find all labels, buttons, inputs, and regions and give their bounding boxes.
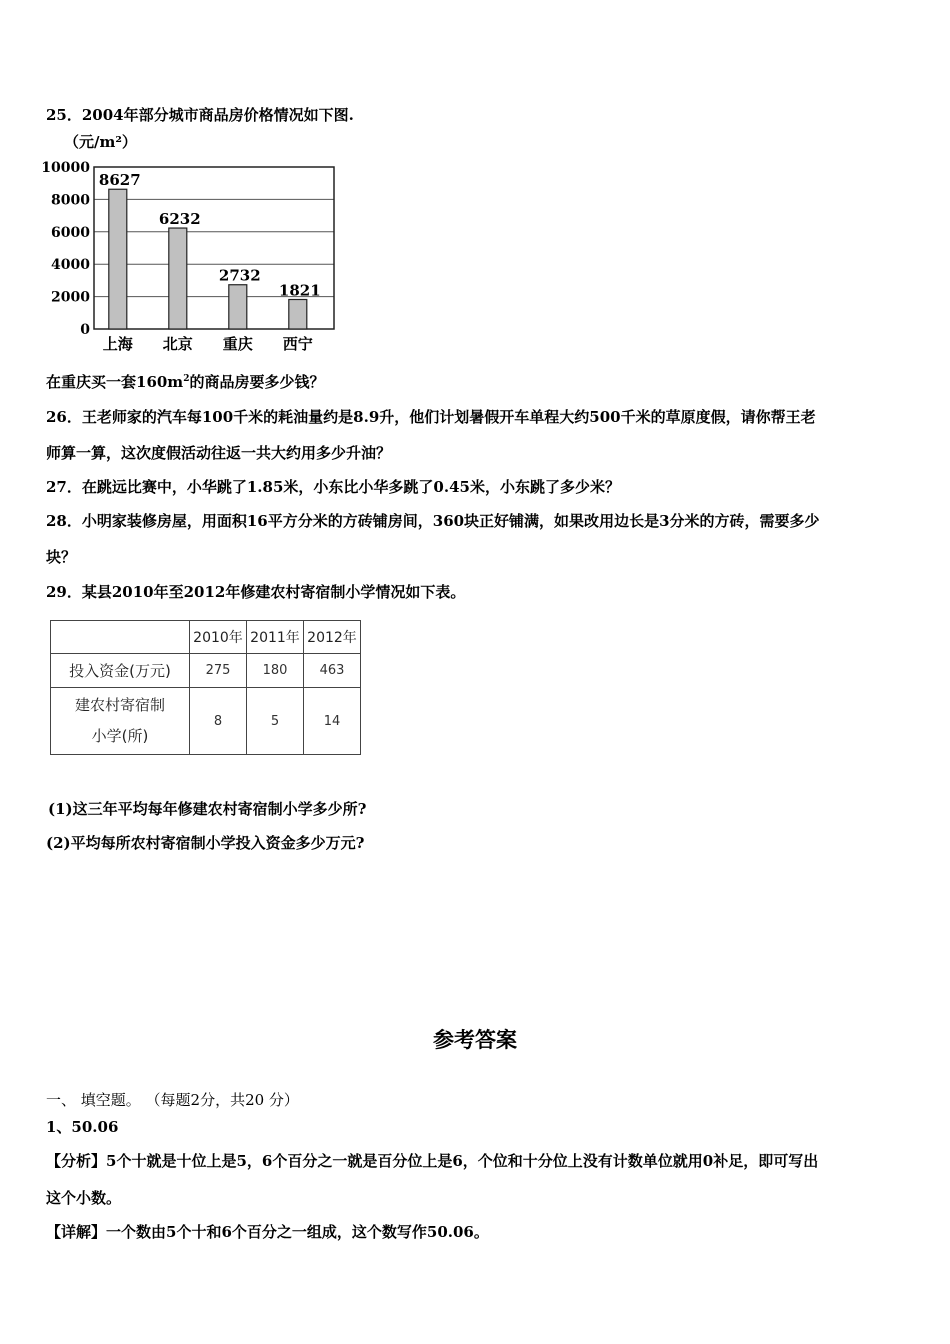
x-category-label: 上海	[102, 335, 133, 353]
x-category-label: 西宁	[282, 335, 313, 353]
bar	[169, 228, 187, 329]
y-tick-label: 0	[80, 322, 90, 338]
q25-question-suffix: 的商品房要多少钱？	[189, 373, 325, 391]
q26-line1: 26．王老师家的汽车每100千米的耗油量约是8.9升，他们计划暑假开车单程大约500千米的草原度假，请你帮王老	[46, 408, 816, 426]
q28-line2: 块？	[46, 548, 77, 566]
row-label-line1: 建农村寄宿制	[74, 696, 165, 714]
table-cell: 275	[190, 654, 247, 688]
y-tick-label: 4000	[51, 257, 90, 274]
row-label-schools	[51, 688, 190, 755]
q25-question-sup: 2	[183, 374, 190, 384]
bar-value-label: 2732	[218, 266, 261, 285]
x-category-label: 北京	[162, 335, 193, 353]
table-cell: 8	[190, 688, 247, 755]
bar	[229, 285, 247, 329]
q25-question	[46, 371, 324, 392]
price-bar-chart	[40, 130, 350, 358]
analysis-text: 5个十就是十位上是5，6个百分之一就是百分位上是6，个位和十分位上没有计数单位就用0补足，即可写出	[106, 1152, 819, 1170]
table-corner	[51, 621, 190, 654]
analysis-line2: 这个小数。	[46, 1189, 122, 1207]
table-cell: 5	[247, 688, 304, 755]
row-label-line2: 小学(所)	[91, 727, 149, 745]
table-header-2010: 2010年	[190, 621, 247, 654]
bar	[109, 189, 127, 329]
answer-item-1: 1、50.06	[46, 1118, 119, 1136]
q25-question-prefix: 在重庆买一套160m	[46, 373, 184, 391]
table-row	[51, 654, 361, 688]
answers-section-title: 一、 填空题。 （每题2分，共20 分）	[46, 1091, 299, 1109]
y-tick-label: 6000	[51, 224, 90, 241]
table-header-2012: 2012年	[304, 621, 361, 654]
table-cell: 180	[247, 654, 304, 688]
y-unit-label: （元/m²）	[64, 133, 137, 151]
detail-text: 一个数由5个十和6个百分之一组成，这个数写作50.06。	[106, 1223, 489, 1241]
q25-title: 25．2004年部分城市商品房价格情况如下图.	[46, 106, 354, 124]
school-table	[50, 620, 361, 755]
analysis-line1	[46, 1150, 818, 1171]
row-label-investment: 投入资金(万元)	[51, 654, 190, 688]
answers-heading: 参考答案	[433, 1028, 517, 1052]
q29-sub2: (2)平均每所农村寄宿制小学投入资金多少万元?	[46, 834, 365, 852]
table-row	[51, 621, 361, 654]
q29-title: 29．某县2010年至2012年修建农村寄宿制小学情况如下表。	[46, 583, 466, 601]
table-row	[51, 688, 361, 755]
bar-value-label: 8627	[98, 171, 141, 190]
q28-line1: 28．小明家装修房屋，用面积16平方分米的方砖铺房间，360块正好铺满，如果改用边长是3分米的方砖，需要多少	[46, 512, 820, 530]
y-tick-label: 8000	[51, 192, 90, 209]
q27-text: 27．在跳远比赛中，小华跳了1.85米，小东比小华多跳了0.45米，小东跳了多少米？	[46, 478, 620, 496]
y-tick-label: 2000	[51, 289, 90, 306]
bar	[289, 299, 307, 329]
table-cell: 14	[304, 688, 361, 755]
table-cell: 463	[304, 654, 361, 688]
x-category-label: 重庆	[222, 335, 253, 353]
bar-value-label: 6232	[158, 210, 201, 229]
y-tick-label: 10000	[41, 160, 90, 176]
q26-line2: 师算一算，这次度假活动往返一共大约用多少升油？	[46, 444, 392, 462]
detail-label: 【详解】	[46, 1223, 107, 1241]
analysis-label: 【分析】	[46, 1152, 107, 1170]
detail-line	[46, 1221, 489, 1242]
table-header-2011: 2011年	[247, 621, 304, 654]
bar-value-label: 1821	[278, 281, 321, 300]
q29-sub1: (1)这三年平均每年修建农村寄宿制小学多少所?	[48, 800, 367, 818]
